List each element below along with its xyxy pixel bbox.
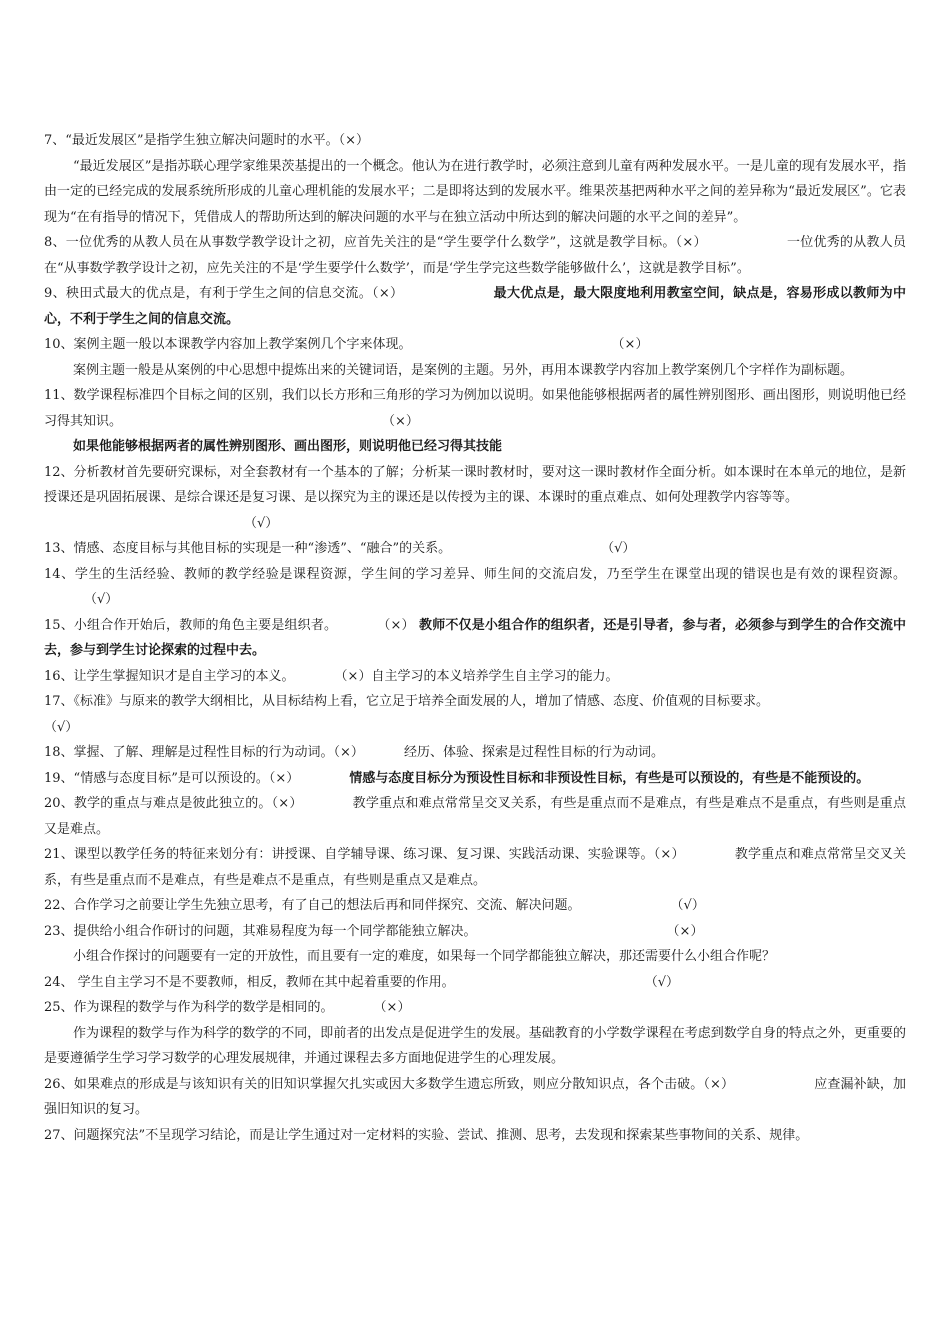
item-24 xyxy=(44,970,906,996)
item-11-answer xyxy=(44,434,906,460)
item-15-answer-text: 教师不仅是小组合作的组织者，还是引导者，参与者，必须参与到学生的合作交流中去，参与到学生讨论探索的过程中去。 xyxy=(44,617,906,658)
item-17-mark: （√） xyxy=(44,719,79,735)
item-21-text: 21、课型以教学任务的特征来划分有：讲授课、自学辅导课、练习课、复习课、实践活动课、实验课等。（×） xyxy=(44,847,685,862)
item-10 xyxy=(44,332,906,358)
item-10-answer-text: 案例主题一般是从案例的中心思想中提炼出来的关键词语，是案例的主题。另外，再用本课教学内容加上教学案例几个字样作为副标题。 xyxy=(73,362,854,378)
item-25 xyxy=(44,995,906,1021)
item-19-answer-text: 情感与态度目标分为预设性目标和非预设性目标，有些是可以预设的，有些是不能预设的。 xyxy=(349,770,870,786)
item-15-text: 15、小组合作开始后，教师的角色主要是组织者。 xyxy=(44,617,338,633)
item-25-answer xyxy=(44,1021,906,1072)
item-23-text: 23、提供给小组合作研讨的问题，其难易程度为每一个同学都能独立解决。 xyxy=(44,923,477,939)
item-12-mark: （√） xyxy=(244,515,279,531)
item-14 xyxy=(44,562,906,613)
item-7-text: 7、“最近发展区”是指学生独立解决问题时的水平。（×） xyxy=(44,133,369,148)
item-11-answer-text: 如果他能够根据两者的属性辨别图形、画出图形，则说明他已经习得其技能 xyxy=(73,439,503,454)
item-8-answer-text: 一位优秀的从教人员在“从事数学教学设计之初，应先关注的不是‘学生要学什么数学’，而是‘学生学完这些数学能够做什么’，这就是教学目标”。 xyxy=(44,235,906,276)
item-11 xyxy=(44,383,906,434)
item-20-answer-text: 教学重点和难点常常呈交叉关系，有些是重点而不是难点，有些是难点不是重点，有些则是重点又是难点。 xyxy=(44,796,906,837)
item-25-mark: （×） xyxy=(373,1000,411,1015)
item-10-mark: （×） xyxy=(611,337,649,352)
item-13-mark: （√） xyxy=(601,541,636,556)
item-27-text: 27、问题探究法”不呈现学习结论，而是让学生通过对一定材料的实验、尝试、推测、思考，去发现和探索某些事物间的关系、规律。 xyxy=(44,1127,809,1143)
item-12-mark-line xyxy=(44,511,906,537)
item-15 xyxy=(44,613,906,664)
item-20-text: 20、教学的重点与难点是彼此独立的。（×） xyxy=(44,796,303,811)
item-20 xyxy=(44,791,906,842)
item-10-answer xyxy=(44,358,906,384)
item-23-mark: （×） xyxy=(666,923,704,939)
item-7-answer-text: “最近发展区”是指苏联心理学家维果茨基提出的一个概念。他认为在进行教学时，必须注意到儿童有两种发展水平。一是儿童的现有发展水平，指由一定的已经完成的发展系统所形成的儿童心理机能的发展水平；二是即将达到的发展水平。维果茨基把两种水平之间的差异称为“最近发展区”。它表现为“在有指导的情况下，凭借成人的帮助所达到的解决问题的水平与在独立活动中所达到的解决问题的水平之间的差异”。 xyxy=(44,158,906,225)
item-18-text: 18、掌握、了解、理解是过程性目标的行为动词。（×） xyxy=(44,745,364,760)
item-15-mark: （×） xyxy=(377,617,415,633)
item-24-text: 24、 学生自主学习不是不要教师，相反，教师在其中起着重要的作用。 xyxy=(44,974,455,990)
item-24-mark: （√） xyxy=(644,974,679,990)
item-22 xyxy=(44,893,906,919)
item-17-mark-line xyxy=(44,715,906,741)
item-25-answer-text: 作为课程的数学与作为科学的数学的不同，即前者的出发点是促进学生的发展。基础教育的小学数学课程在考虑到数学自身的特点之外，更重要的是要遵循学生学习学习数学的心理发展规律，并通过课程去多方面地促进学生的心理发展。 xyxy=(44,1025,906,1066)
item-26-answer-text: 应查漏补缺，加强旧知识的复习。 xyxy=(44,1076,906,1117)
item-26-text: 26、如果难点的形成是与该知识有关的旧知识掌握欠扎实或因大多数学生遗忘所致，则应分散知识点，各个击破。（×） xyxy=(44,1076,735,1092)
item-21-answer-text: 教学重点和难点常常呈交叉关系，有些是重点而不是难点，有些是难点不是重点，有些则是重点又是难点。 xyxy=(44,847,906,888)
item-13-text: 13、情感、态度目标与其他目标的实现是一种“渗透”、“融合”的关系。 xyxy=(44,541,452,556)
item-9-answer-text: 最大优点是，最大限度地利用教室空间，缺点是，容易形成以教师为中心，不利于学生之间的信息交流。 xyxy=(44,286,906,327)
item-21 xyxy=(44,842,906,893)
item-9 xyxy=(44,281,906,332)
item-18-answer-text: 经历、体验、探索是过程性目标的行为动词。 xyxy=(403,745,664,760)
item-22-text: 22、合作学习之前要让学生先独立思考，有了自己的想法后再和同伴探究、交流、解决问题。 xyxy=(44,898,581,913)
item-17 xyxy=(44,689,906,715)
item-9-text: 9、秧田式最大的优点是，有利于学生之间的信息交流。（×） xyxy=(44,286,404,301)
item-7-question xyxy=(44,128,906,154)
item-11-mark: （×） xyxy=(382,413,419,429)
item-16-text: 16、让学生掌握知识才是自主学习的本义。 xyxy=(44,668,295,684)
item-26 xyxy=(44,1072,906,1123)
item-11-text: 11、数学课程标准四个目标之间的区别，我们以长方形和三角形的学习为例加以说明。如果他能够根据两者的属性辨别图形、画出图形，则说明他已经习得其知识。 xyxy=(44,388,906,429)
item-27 xyxy=(44,1123,906,1149)
item-19-text: 19、“情感与态度目标”是可以预设的。（×） xyxy=(44,770,300,786)
item-7-answer xyxy=(44,154,906,231)
item-17-text: 17、《标准》与原来的教学大纲相比，从目标结构上看，它立足于培养全面发展的人，增加了情感、态度、价值观的目标要求。 xyxy=(44,694,770,709)
item-13 xyxy=(44,536,906,562)
item-18 xyxy=(44,740,906,766)
item-8-text: 8、一位优秀的从教人员在从事数学教学设计之初，应首先关注的是“学生要学什么数学”，这就是教学目标。（×） xyxy=(44,235,707,250)
item-23-answer-text: 小组合作探讨的问题要有一定的开放性，而且要有一定的难度，如果每一个同学都能独立解决，那还需要什么小组合作呢？ xyxy=(73,949,776,964)
item-25-text: 25、作为课程的数学与作为科学的数学是相同的。 xyxy=(44,1000,334,1015)
item-16 xyxy=(44,664,906,690)
item-12 xyxy=(44,460,906,511)
item-23-answer xyxy=(44,944,906,970)
item-12-text: 12、分析教材首先要研究课标，对全套教材有一个基本的了解；分析某一课时教材时，要对这一课时教材作全面分析。如本课时在本单元的地位，是新授课还是巩固拓展课、是综合课还是复习课、是以探究为主的课还是以传授为主的课、本课时的重点难点、如何处理教学内容等等。 xyxy=(44,464,906,505)
item-22-mark: （√） xyxy=(670,898,705,913)
item-14-mark: （√） xyxy=(84,592,119,607)
item-14-text: 14、学生的生活经验、教师的教学经验是课程资源，学生间的学习差异、师生间的交流启发，乃至学生在课堂出现的错误也是有效的课程资源。 xyxy=(44,566,906,582)
item-8 xyxy=(44,230,906,281)
item-16-mark: （×）自主学习的本义培养学生自主学习的能力。 xyxy=(334,668,619,684)
item-19 xyxy=(44,766,906,792)
item-10-text: 10、案例主题一般以本课教学内容加上教学案例几个字来体现。 xyxy=(44,337,412,352)
item-23 xyxy=(44,919,906,945)
